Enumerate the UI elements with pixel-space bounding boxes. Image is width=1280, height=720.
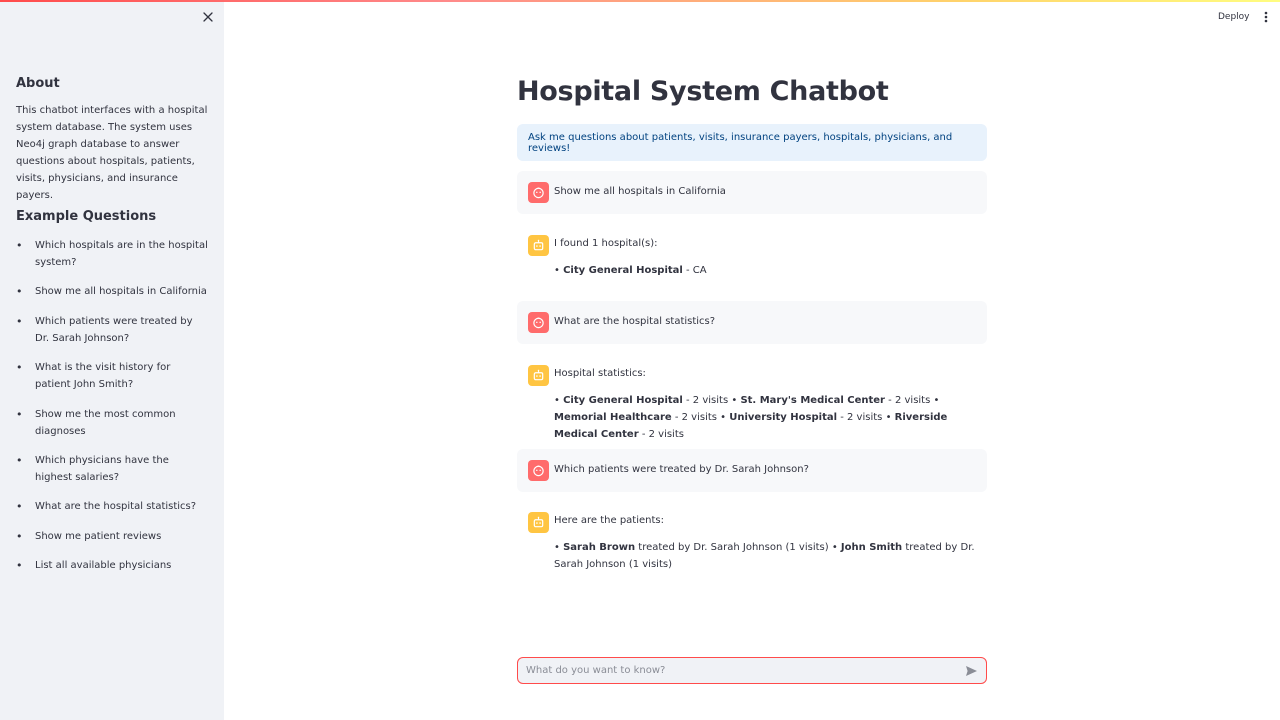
hospital-detail: - CA — [682, 265, 707, 276]
assistant-avatar — [528, 235, 549, 256]
hospital-name: University Hospital — [729, 412, 838, 423]
example-question-item: • What are the hospital statistics? — [16, 498, 208, 515]
list-bullet: • — [554, 542, 564, 553]
message-intro: I found 1 hospital(s): — [554, 238, 658, 249]
list-bullet: • — [554, 395, 564, 406]
message-paragraph: Which patients were treated by Dr. Sarah Johnson? — [554, 464, 809, 475]
chat-input-container — [517, 657, 987, 684]
message-text — [554, 313, 983, 330]
user-avatar — [528, 460, 549, 481]
message-text — [554, 183, 983, 200]
chat-message-assistant — [517, 225, 987, 291]
robot-icon — [532, 239, 545, 252]
chat-message-user — [517, 449, 987, 492]
hospital-name: City General Hospital — [563, 395, 683, 406]
chat-message-user — [517, 301, 987, 344]
message-list — [554, 539, 983, 573]
message-text — [554, 461, 983, 478]
hospital-name: Memorial Healthcare — [554, 412, 672, 423]
example-question-item: • Show me patient reviews — [16, 528, 208, 545]
sidebar-close-button[interactable] — [199, 8, 217, 26]
example-questions-list — [16, 237, 208, 587]
message-paragraph: Show me all hospitals in California — [554, 186, 726, 197]
example-questions-heading: Example Questions — [16, 209, 157, 224]
list-bullet: • — [933, 395, 940, 406]
user-face-icon — [532, 186, 545, 199]
chat-message-assistant — [517, 502, 987, 587]
user-avatar — [528, 182, 549, 203]
list-bullet: • — [554, 265, 564, 276]
send-button[interactable] — [962, 662, 980, 680]
chat-message-user — [517, 171, 987, 214]
hospital-detail: - 2 visits — [638, 429, 684, 440]
message-text — [554, 235, 983, 279]
info-alert — [517, 124, 987, 161]
example-question-item: • Show me the most common diagnoses — [16, 406, 208, 440]
hospital-detail: - 2 visits — [837, 412, 886, 423]
hospital-detail: - 2 visits — [671, 412, 721, 423]
message-text — [554, 365, 983, 443]
example-question-item: • Which hospitals are in the hospital system? — [16, 237, 208, 271]
main-menu-button[interactable] — [1259, 8, 1273, 26]
about-heading: About — [16, 76, 60, 91]
chat-message-assistant — [517, 355, 987, 440]
patient-name: Sarah Brown — [563, 542, 636, 553]
deploy-button[interactable]: Deploy — [1218, 12, 1250, 22]
hospital-name: City General Hospital — [563, 265, 683, 276]
user-face-icon — [532, 464, 545, 477]
example-question-item: • Which physicians have the highest salaries? — [16, 452, 208, 486]
page-title: Hospital System Chatbot — [517, 76, 889, 107]
message-intro: Hospital statistics: — [554, 368, 646, 379]
example-question-item: • Which patients were treated by Dr. Sarah Johnson? — [16, 313, 208, 347]
more-vertical-icon — [1264, 11, 1268, 23]
info-alert-text: Ask me questions about patients, visits, insurance payers, hospitals, physicians, and reviews! — [528, 131, 953, 154]
top-decoration-bar — [0, 0, 1280, 2]
message-list — [554, 262, 983, 279]
hospital-name: St. Mary's Medical Center — [740, 395, 885, 406]
chat-input[interactable] — [524, 664, 962, 677]
message-list — [554, 392, 983, 443]
example-question-item: • List all available physicians — [16, 557, 208, 574]
hospital-name: Riverside Medical Center — [554, 412, 948, 440]
patient-name: John Smith — [840, 542, 903, 553]
hospital-detail: - 2 visits — [884, 395, 934, 406]
send-icon — [965, 665, 978, 677]
about-text: This chatbot interfaces with a hospital system database. The system uses Neo4j graph database to answer questions about hospitals, patients, visits, physicians, and insurance payers. — [16, 105, 208, 201]
message-intro: Here are the patients: — [554, 515, 664, 526]
robot-icon — [532, 516, 545, 529]
list-bullet: • — [720, 412, 730, 423]
message-paragraph: What are the hospital statistics? — [554, 316, 716, 327]
patient-detail: treated by Dr. Sarah Johnson (1 visits) — [554, 542, 975, 570]
sidebar — [0, 0, 224, 720]
list-bullet: • — [831, 542, 841, 553]
message-text — [554, 512, 983, 573]
user-face-icon — [532, 316, 545, 329]
list-bullet: • — [885, 412, 895, 423]
main-content — [517, 0, 987, 720]
example-question-item: • Show me all hospitals in California — [16, 283, 208, 300]
list-bullet: • — [731, 395, 741, 406]
robot-icon — [532, 369, 545, 382]
assistant-avatar — [528, 512, 549, 533]
example-question-item: • What is the visit history for patient John Smith? — [16, 359, 208, 393]
close-icon — [203, 12, 213, 22]
hospital-detail: - 2 visits — [682, 395, 732, 406]
patient-detail: treated by Dr. Sarah Johnson (1 visits) — [635, 542, 832, 553]
user-avatar — [528, 312, 549, 333]
assistant-avatar — [528, 365, 549, 386]
